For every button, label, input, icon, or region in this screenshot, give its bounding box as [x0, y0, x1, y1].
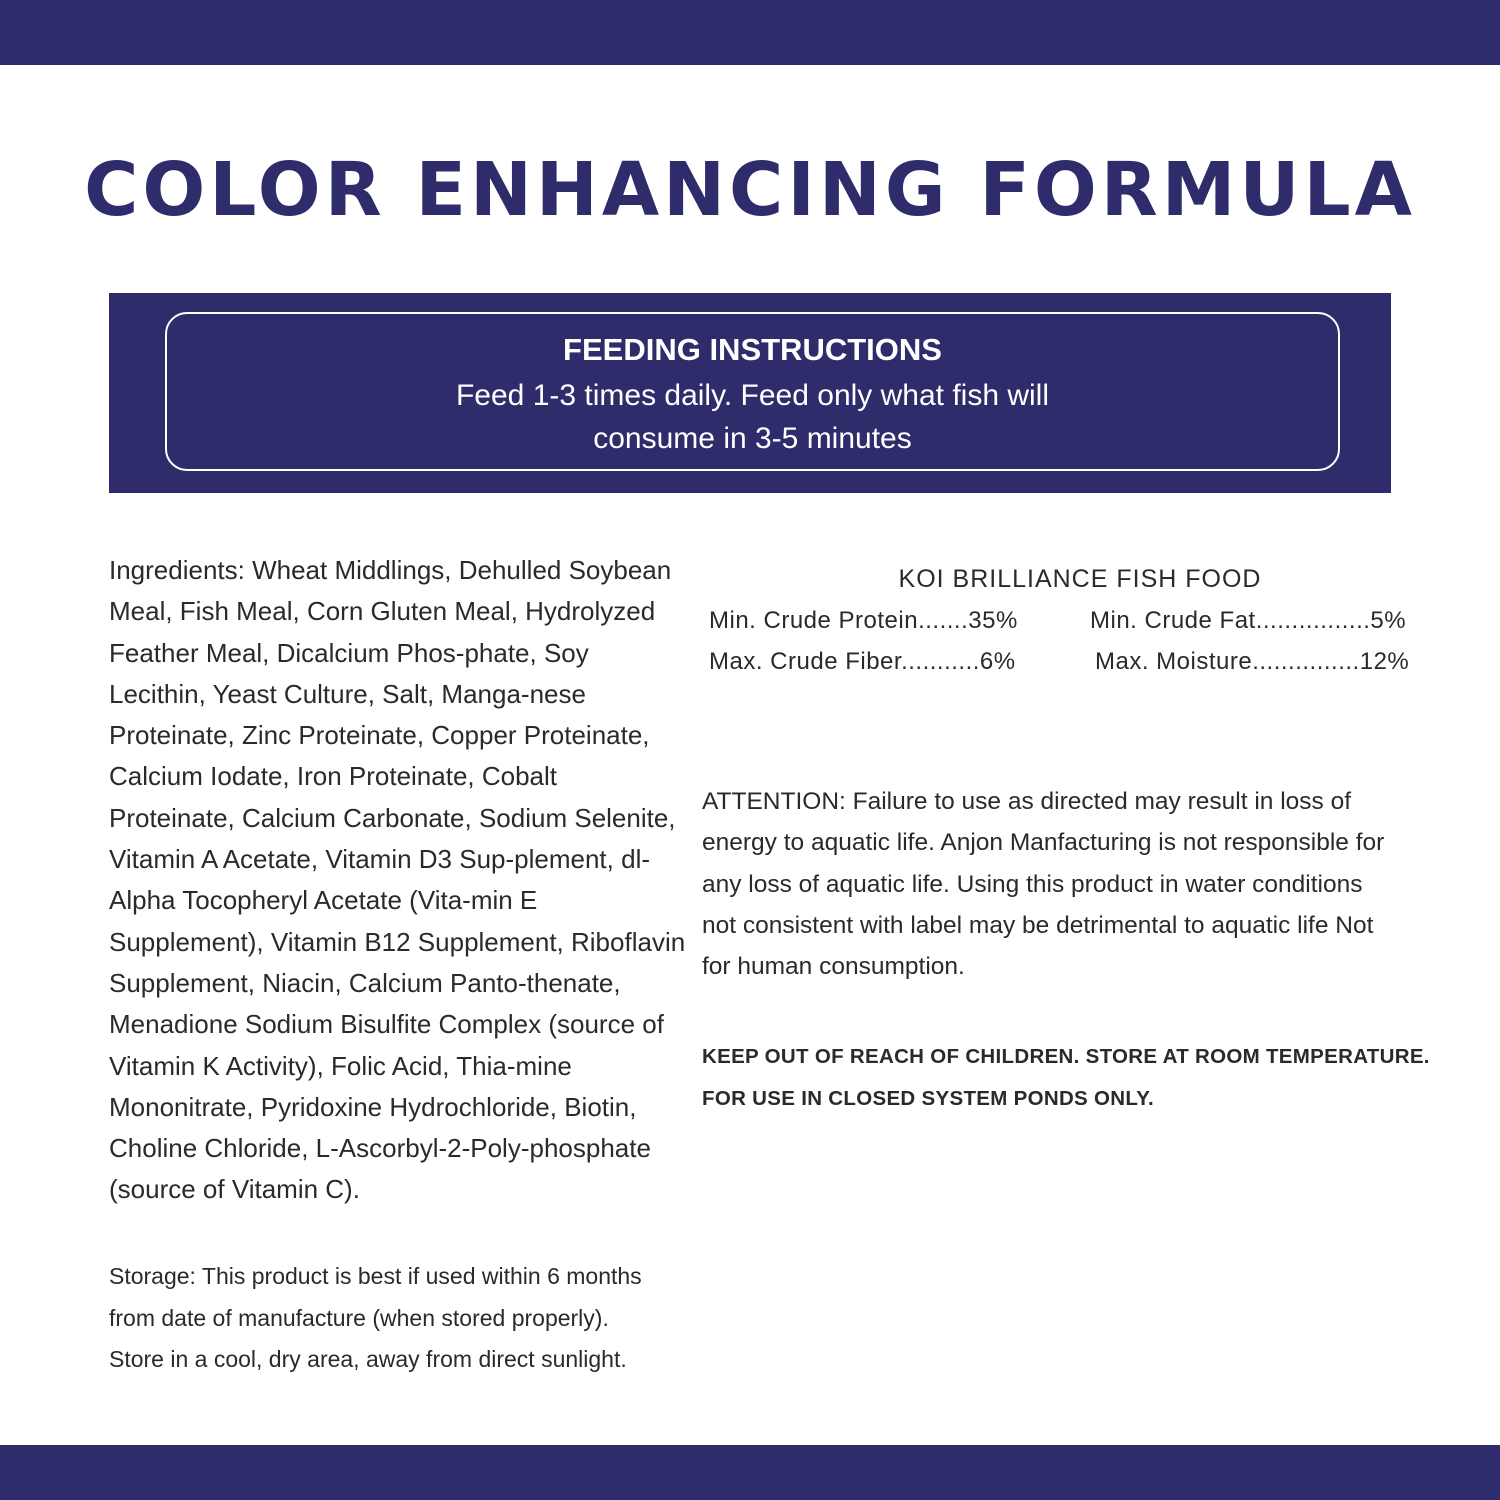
- feeding-text: Feed 1-3 times daily. Feed only what fish will consume in 3-5 minutes: [455, 379, 1050, 455]
- ingredients-text: Ingredients: Wheat Middlings, Dehulled Soybean Meal, Fish Meal, Corn Gluten Meal, Hydrolyzed Feather Meal, Dicalcium Phos-phate, Soy Lecithin, Yeast Culture, Salt, Manga-nese Proteinate, Zinc Proteinate, Copper Proteinate, Calcium Iodate, Iron Proteinate, Cobalt Proteinate, Calcium Carbonate, Sodium Selenite, Vitamin A Acetate, Vitamin D3 Sup-plement, dl-Alpha Tocopheryl Acetate (Vita-min E Supplement), Vitamin B12 Supplement, Riboflavin Supplement, Niacin, Calcium Panto-thenate, Menadione Sodium Bisulfite Complex (source of Vitamin K Activity), Folic Acid, Thia-mine Mononitrate, Pyridoxine Hydrochloride, Biotin, Choline Chloride, L-Ascorbyl-2-Poly-phosphate (source of Vitamin C).: [109, 555, 686, 1205]
- analysis-title: KOI BRILLIANCE FISH FOOD: [898, 565, 1262, 593]
- warning-text: KEEP OUT OF REACH OF CHILDREN. STORE AT ROOM TEMPERATURE. FOR USE IN CLOSED SYSTEM PONDS ONLY.: [702, 1045, 1430, 1110]
- storage-text: Storage: This product is best if used within 6 months from date of manufacture (when stored properly). Store in a cool, dry area, away from direct sunlight.: [109, 1263, 642, 1372]
- analysis-fiber: Max. Crude Fiber...........6%: [709, 648, 1016, 675]
- feeding-heading: FEEDING INSTRUCTIONS: [563, 332, 942, 367]
- bottom-band: [0, 1445, 1500, 1500]
- attention-text: ATTENTION: Failure to use as directed may result in loss of energy to aquatic life. Anjon Manfacturing is not responsible for any loss of aquatic life. Using this product in water conditions not consistent with label may be detrimental to aquatic life Not for human consumption.: [702, 788, 1385, 981]
- top-band: [0, 0, 1500, 65]
- feeding-box: [165, 312, 1340, 471]
- analysis-moisture: Max. Moisture...............12%: [1095, 648, 1410, 675]
- feeding-panel: [109, 293, 1391, 493]
- analysis-fat: Min. Crude Fat................5%: [1090, 607, 1407, 634]
- page-title: COLOR ENHANCING FORMULA: [84, 147, 1416, 233]
- analysis-protein: Min. Crude Protein.......35%: [709, 607, 1018, 634]
